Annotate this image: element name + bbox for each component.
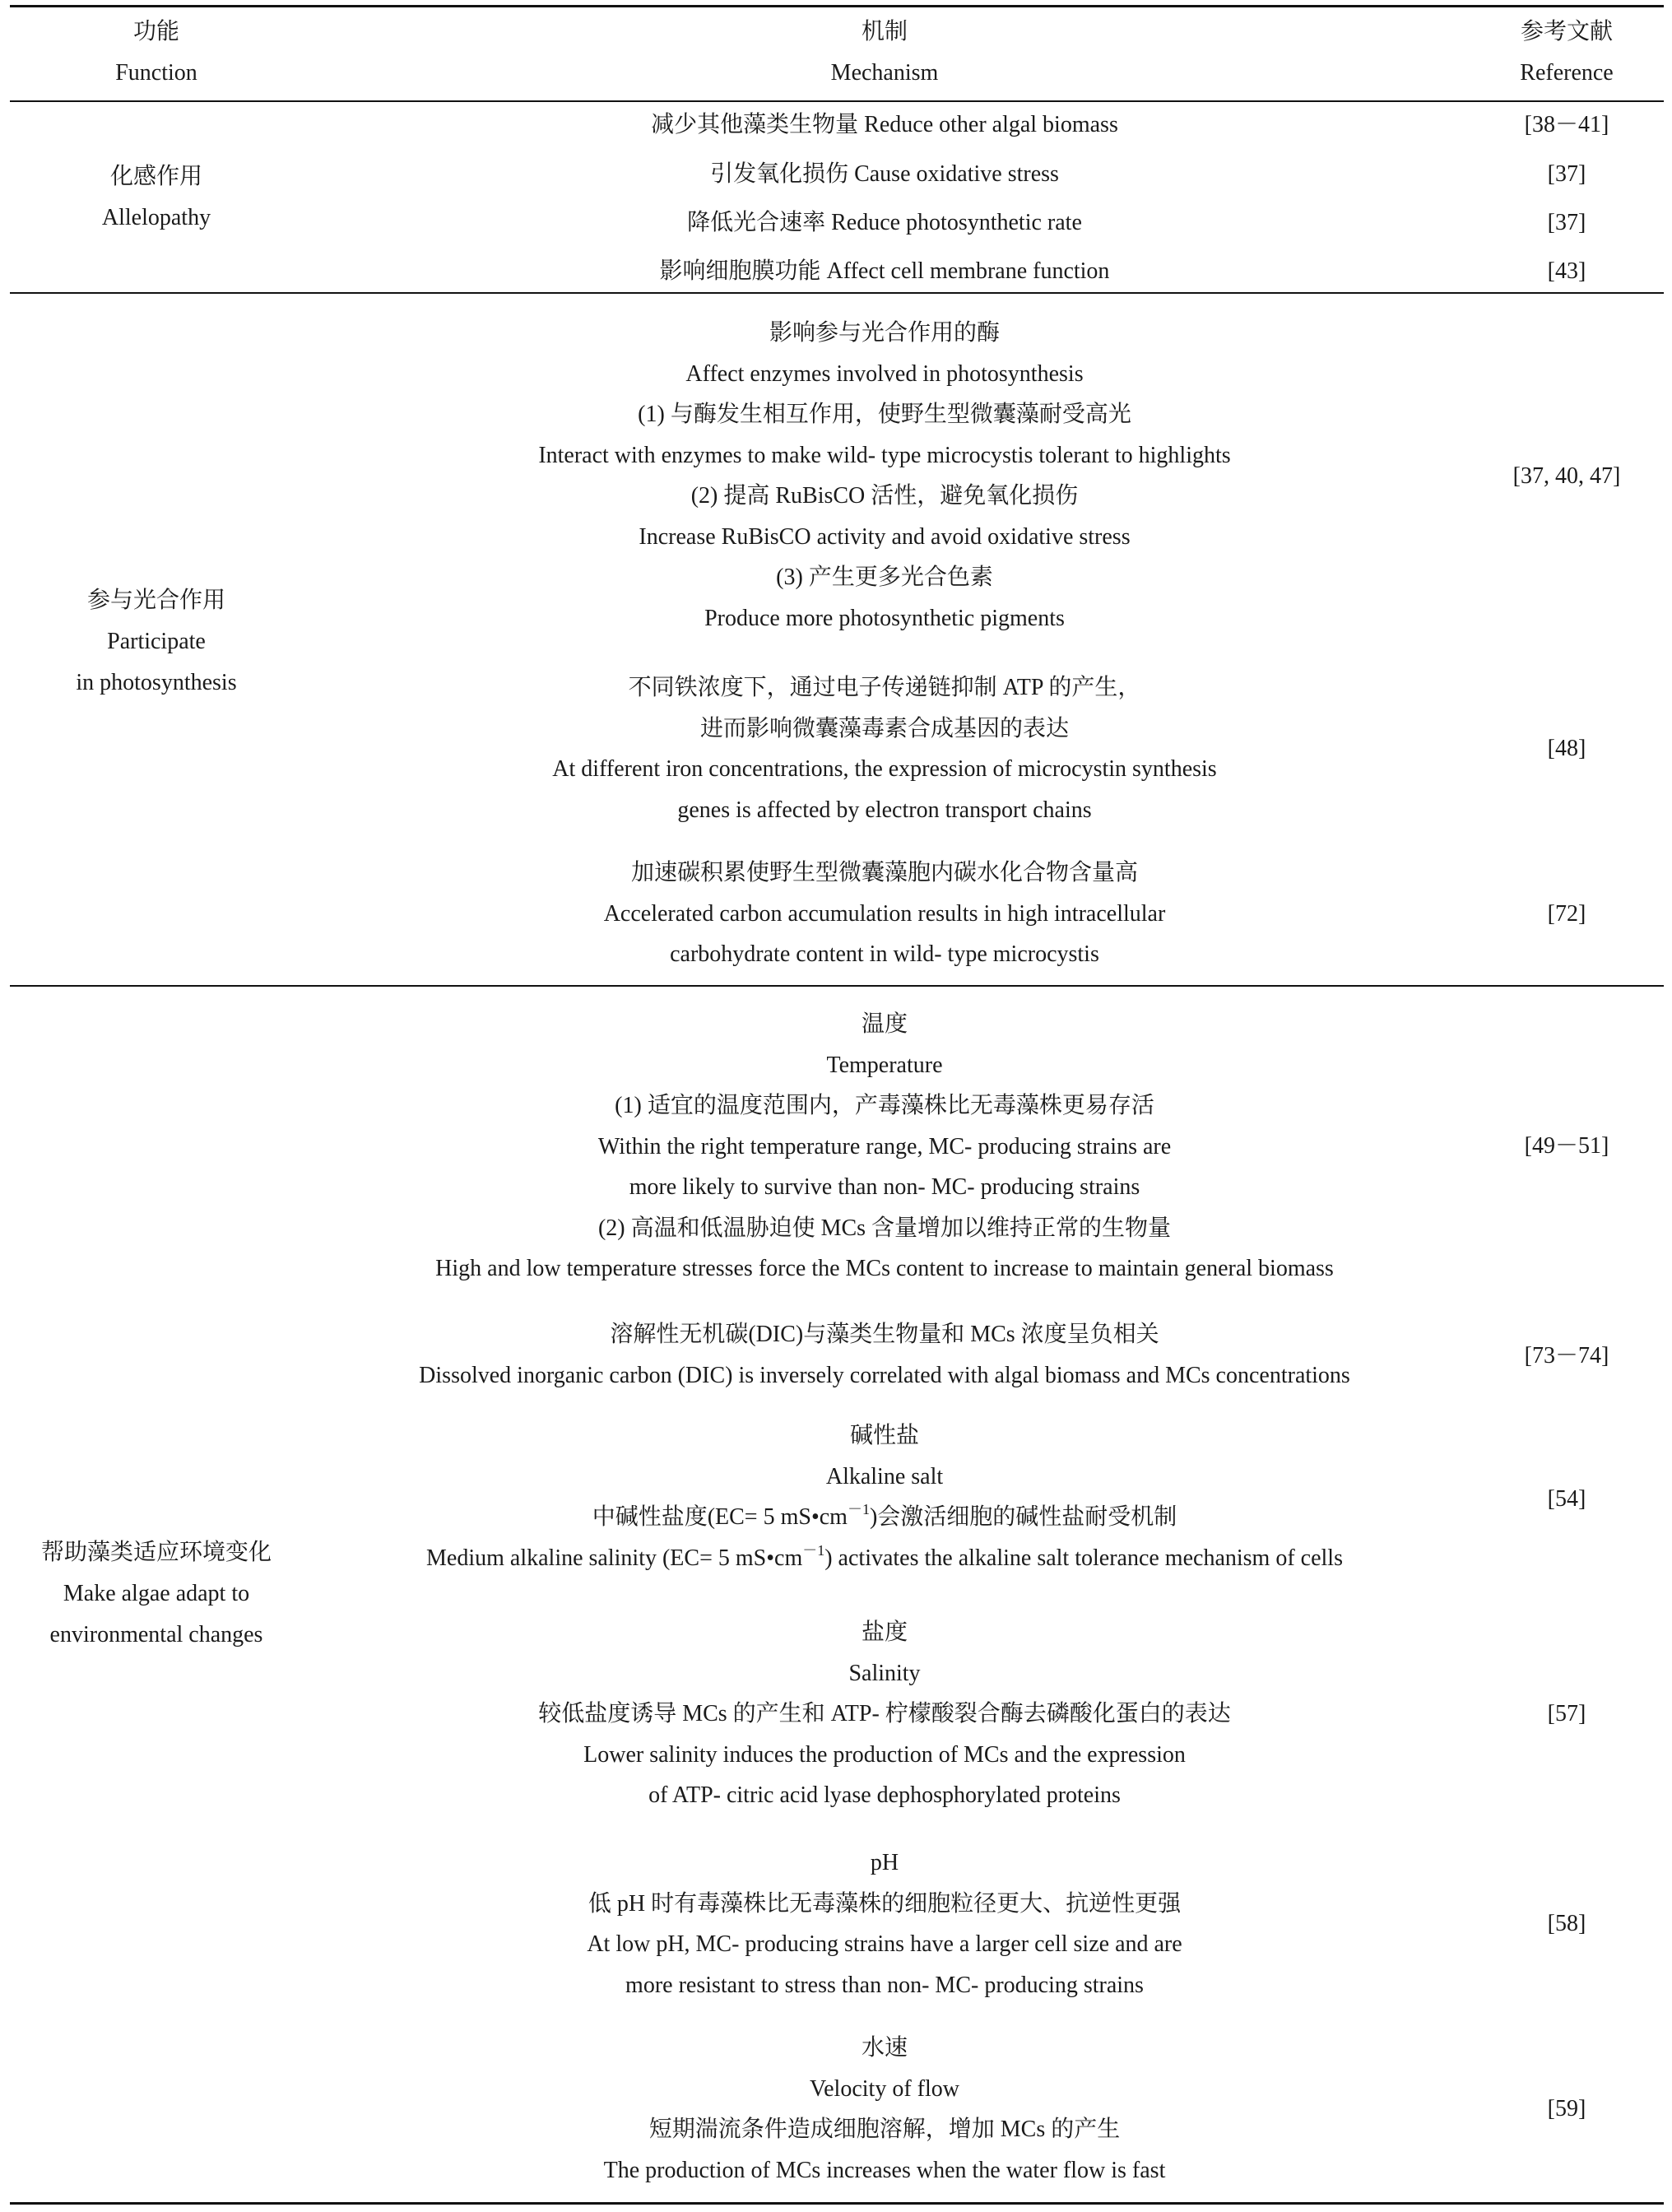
mechanism-line: 碱性盐: [849, 1423, 919, 1448]
mechanism-iron: [247, 667, 1522, 830]
mechanism-line: Velocity of flow: [810, 2075, 959, 2102]
category-name-en: Allelopathy: [101, 205, 211, 230]
reference: [37]: [1547, 210, 1586, 235]
category-name-en: environmental changes: [49, 1622, 263, 1647]
mechanism-line: Interact with enzymes to make wild- type microcystis tolerant to highlights: [538, 442, 1231, 468]
mechanism-row: 影响细胞膜功能 Affect cell membrane function: [659, 258, 1110, 284]
reference: [57]: [1547, 1701, 1586, 1726]
category-name-en: Make algae adapt to: [63, 1581, 250, 1606]
mechanism-line: 盐度: [861, 1620, 908, 1645]
mechanism-line: Salinity: [848, 1660, 921, 1686]
mechanism-row: 降低光合速率 Reduce photosynthetic rate: [687, 210, 1082, 235]
mechanism-line: Alkaline salt: [825, 1463, 944, 1489]
mechanism-enzymes: [247, 313, 1522, 639]
mechanism-line: High and low temperature stresses force the MCs content to increase to maintain general biomass: [435, 1256, 1334, 1281]
section-divider-1: [10, 292, 1664, 294]
header-function: [33, 12, 280, 94]
text-part: ) activates the alkaline salt tolerance mechanism of cells: [824, 1545, 1343, 1571]
reference: [73－74]: [1524, 1343, 1609, 1369]
section-divider-2: [10, 985, 1664, 987]
category-allelopathy: [33, 156, 280, 239]
category-name-zh: 化感作用: [109, 164, 202, 189]
mechanism-line: 短期湍流条件造成细胞溶解，增加 MCs 的产生: [648, 2117, 1121, 2142]
mechanism-line: more likely to survive than non- MC- producing strains: [629, 1174, 1140, 1200]
header-mechanism: [247, 12, 1522, 94]
header-reference-en: Reference: [1520, 60, 1614, 86]
mechanism-line: [592, 1497, 1177, 1538]
mechanism-line: (2) 提高 RuBisCO 活性，避免氧化损伤: [690, 483, 1079, 509]
category-name-zh: 帮助藻类适应环境变化: [40, 1540, 272, 1565]
category-name-en: in photosynthesis: [76, 670, 237, 695]
reference: [49－51]: [1524, 1133, 1609, 1159]
reference: [72]: [1547, 901, 1586, 927]
mechanism-line: pH: [870, 1850, 899, 1875]
mechanism-line: more resistant to stress than non- MC- producing strains: [625, 1972, 1144, 1998]
mechanism-line: The production of MCs increases when the water flow is fast: [603, 2157, 1166, 2183]
mechanism-line: Within the right temperature range, MC- producing strains are: [597, 1133, 1172, 1159]
mechanism-line: [426, 1538, 1343, 1579]
mechanism-line: 加速碳积累使野生型微囊藻胞内碳水化合物含量高: [630, 860, 1138, 885]
mechanism-salinity: [247, 1612, 1522, 1816]
mechanism-ph: [247, 1843, 1522, 2005]
mechanism-temperature: [247, 1004, 1522, 1290]
header-function-zh: 功能: [132, 19, 179, 44]
mechanism-line: 不同铁浓度下，通过电子传递链抑制 ATP 的产生，: [628, 675, 1141, 700]
superscript: －1: [802, 1541, 825, 1559]
mechanism-line: of ATP- citric acid lyase dephosphorylated proteins: [648, 1782, 1121, 1808]
text-part: Medium alkaline salinity (EC= 5 mS•cm: [426, 1545, 803, 1571]
mechanism-line: 温度: [861, 1011, 908, 1037]
mechanism-row: 引发氧化损伤 Cause oxidative stress: [710, 161, 1059, 187]
mechanism-line: 较低盐度诱导 MCs 的产生和 ATP- 柠檬酸裂合酶去磷酸化蛋白的表达: [538, 1701, 1231, 1726]
mechanism-carbon: [247, 853, 1522, 975]
mechanism-line: Temperature: [826, 1052, 943, 1078]
category-name-zh: 参与光合作用: [86, 588, 225, 613]
header-rule: [10, 100, 1664, 102]
category-name-en: Participate: [107, 629, 206, 654]
reference: [37]: [1547, 161, 1586, 187]
reference: [54]: [1547, 1486, 1586, 1512]
mechanism-line: Increase RuBisCO activity and avoid oxidative stress: [639, 523, 1131, 550]
category-photosynthesis: [33, 580, 280, 704]
mechanism-line: (1) 与酶发生相互作用，使野生型微囊藻耐受高光: [638, 402, 1131, 427]
header-reference: [1484, 12, 1649, 94]
mechanism-line: Accelerated carbon accumulation results in high intracellular: [603, 900, 1166, 927]
text-part: )会激活细胞的碱性盐耐受机制: [869, 1504, 1177, 1530]
mechanism-line: (3) 产生更多光合色素: [776, 565, 993, 590]
mechanism-line: carbohydrate content in wild- type microcystis: [670, 941, 1099, 967]
mechanism-line: (2) 高温和低温胁迫使 MCs 含量增加以维持正常的生物量: [597, 1215, 1172, 1241]
mechanism-line: 影响参与光合作用的酶: [769, 320, 1000, 346]
reference: [38－41]: [1524, 112, 1609, 137]
mechanism-line: Dissolved inorganic carbon (DIC) is inversely correlated with algal biomass and MCs concentrations: [419, 1362, 1350, 1388]
reference: [58]: [1547, 1911, 1586, 1936]
mechanism-dic: [247, 1314, 1522, 1396]
superscript: －1: [847, 1501, 870, 1517]
mechanism-line: (1) 适宜的温度范围内，产毒藻株比无毒藻株更易存活: [615, 1093, 1154, 1118]
reference: [59]: [1547, 2096, 1586, 2121]
mechanism-line: Affect enzymes involved in photosynthesis: [685, 360, 1084, 387]
mechanism-line: 低 pH 时有毒藻株比无毒藻株的细胞粒径更大、抗逆性更强: [588, 1890, 1182, 1917]
mechanism-line: At low pH, MC- producing strains have a larger cell size and are: [587, 1931, 1182, 1957]
mechanism-line: genes is affected by electron transport chains: [677, 797, 1092, 823]
reference: [37, 40, 47]: [1512, 463, 1621, 489]
header-mechanism-zh: 机制: [861, 19, 908, 44]
mechanism-line: At different iron concentrations, the expression of microcystin synthesis: [552, 756, 1217, 782]
bottom-rule: [10, 2202, 1664, 2205]
mechanism-line: 溶解性无机碳(DIC)与藻类生物量和 MCs 浓度呈负相关: [610, 1322, 1159, 1347]
mechanism-alkaline: [247, 1415, 1522, 1578]
header-mechanism-en: Mechanism: [830, 60, 939, 86]
text-part: 中碱性盐度(EC= 5 mS•cm: [592, 1504, 848, 1530]
top-rule: [10, 5, 1664, 7]
mechanism-line: Produce more photosynthetic pigments: [704, 605, 1065, 631]
header-function-en: Function: [115, 60, 197, 86]
header-reference-zh: 参考文献: [1520, 19, 1613, 44]
reference: [43]: [1547, 258, 1586, 284]
mechanism-line: 水速: [861, 2035, 908, 2061]
mechanism-line: 进而影响微囊藻毒素合成基因的表达: [699, 715, 1069, 741]
mechanism-flow: [247, 2028, 1522, 2191]
mechanism-line: Lower salinity induces the production of MCs and the expression: [583, 1741, 1186, 1768]
mechanism-row: 减少其他藻类生物量 Reduce other algal biomass: [651, 112, 1118, 137]
reference: [48]: [1547, 736, 1586, 761]
